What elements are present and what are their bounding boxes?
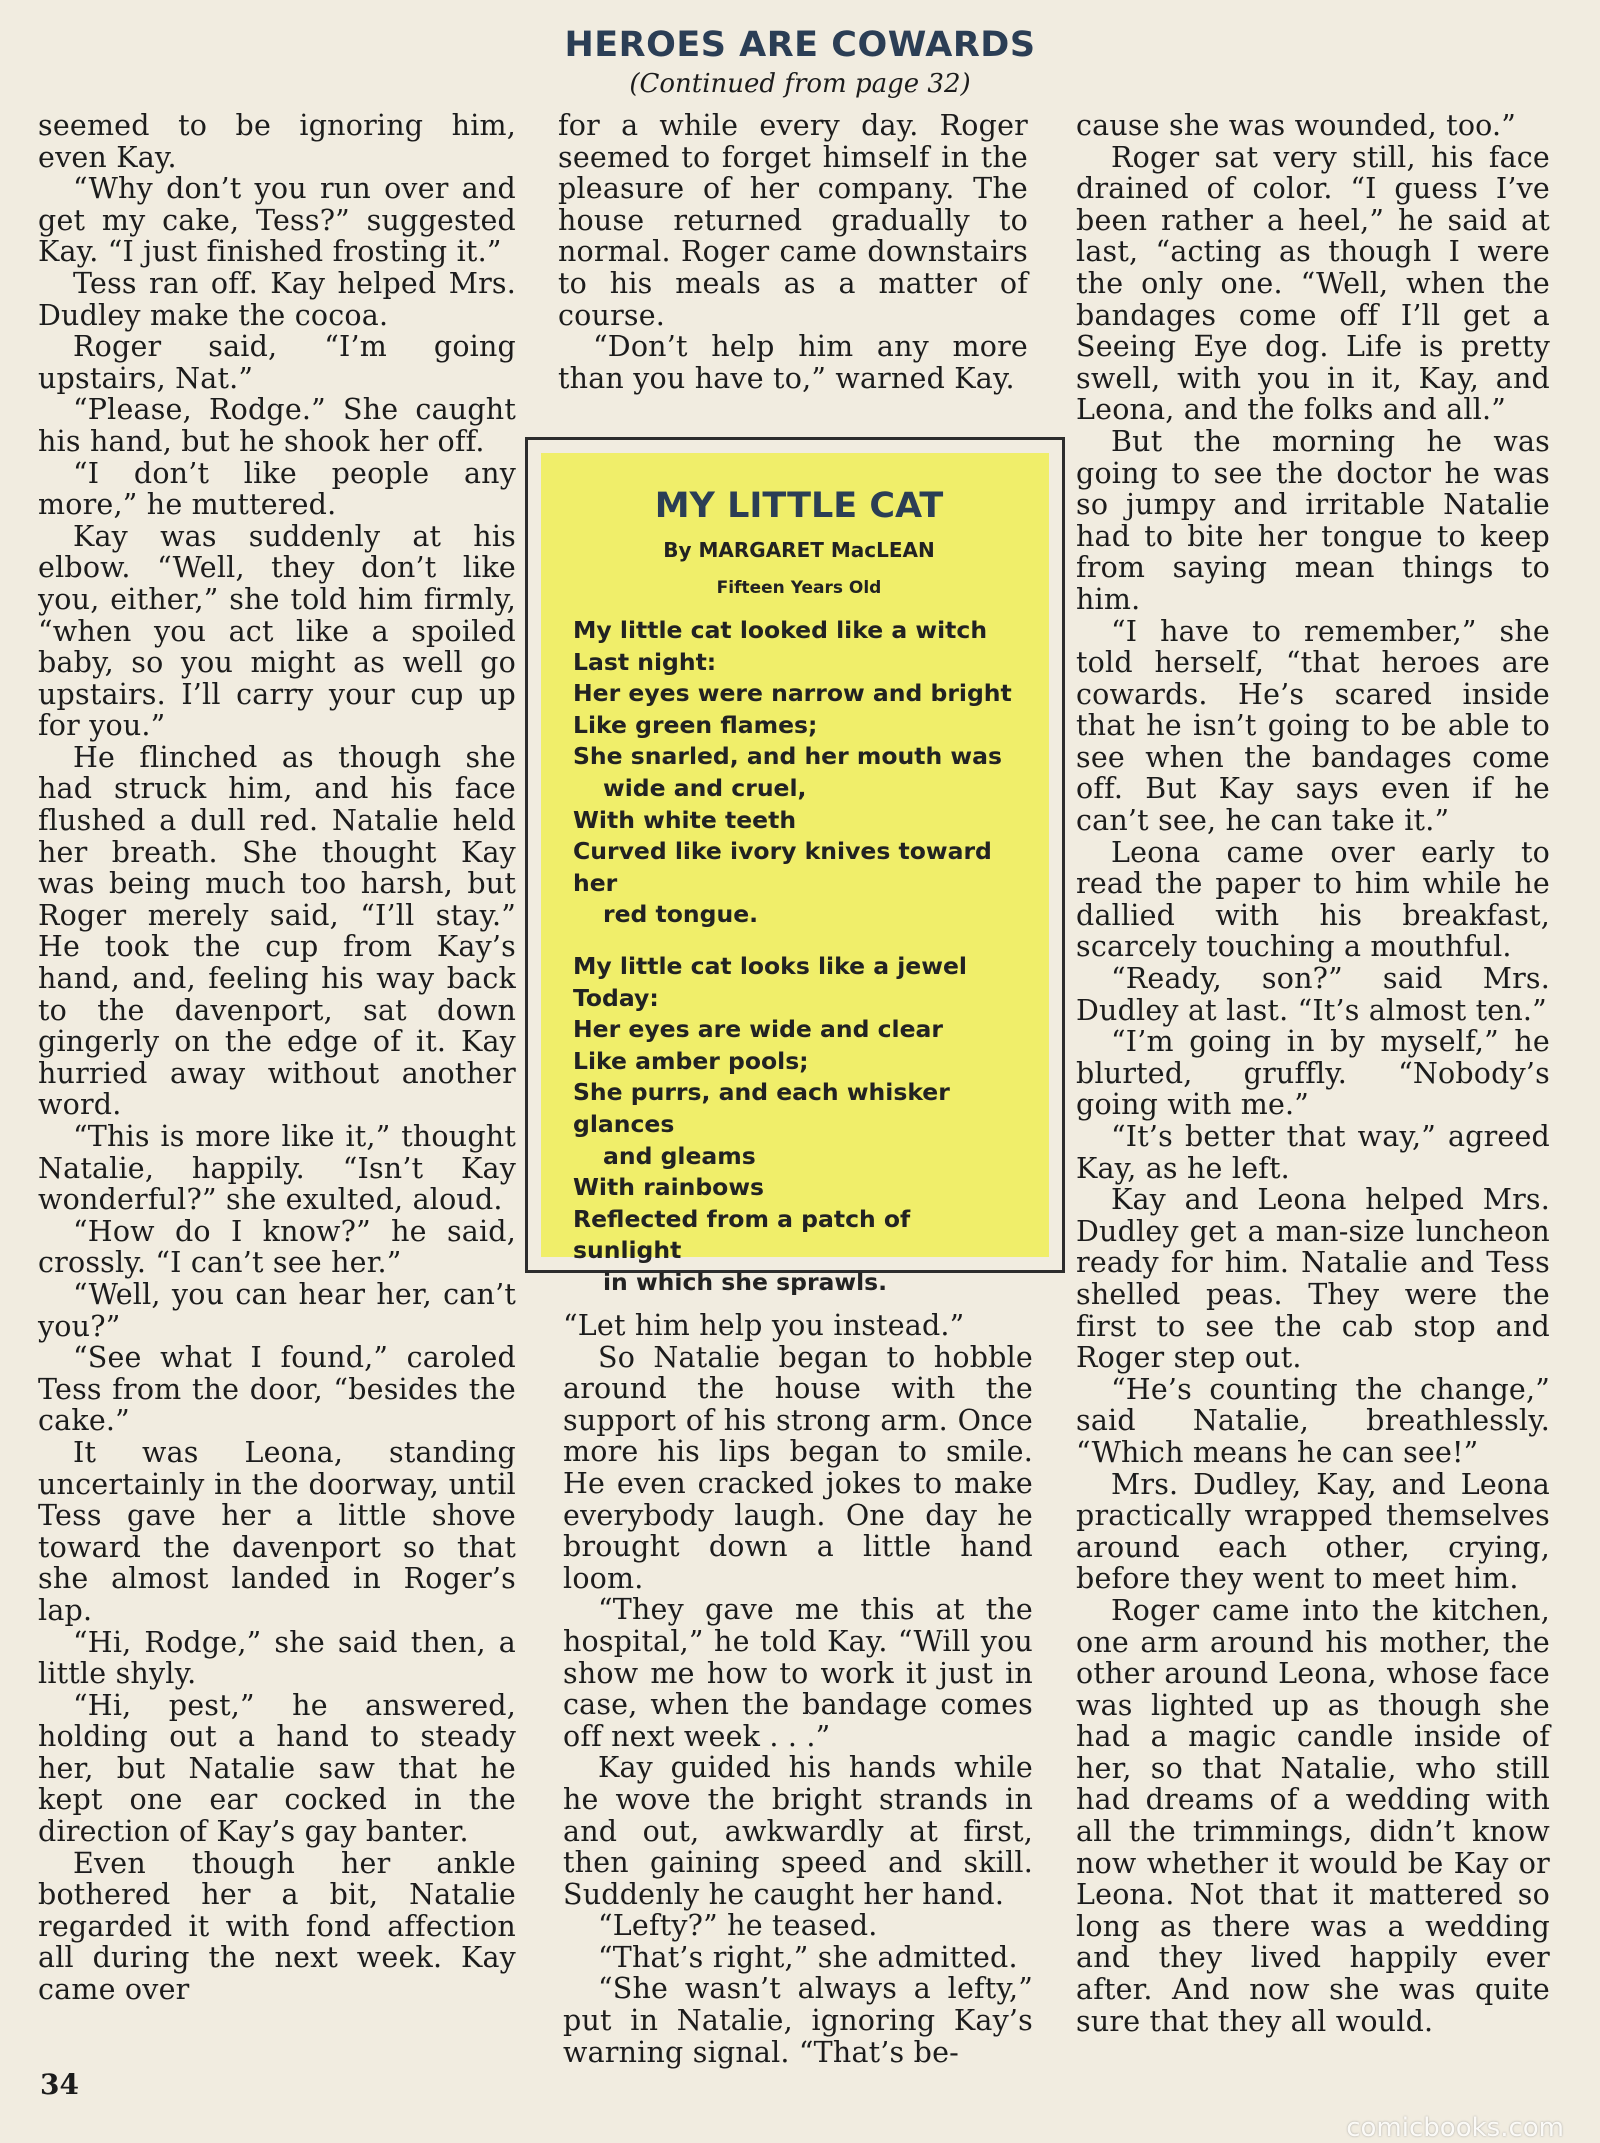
poem-line: With rainbows [573, 1173, 765, 1202]
poem-box [525, 437, 1065, 1296]
poem-line: Her eyes are wide and clear [573, 1015, 943, 1044]
paragraph: Leona came over early to read the paper to him while he dallied with his breakfast, scarcely touching a mouthful. [1076, 835, 1550, 964]
paragraph: Mrs. Dudley, Kay, and Leona practically wrapped themselves around each other, crying, before they went to meet him. [1076, 1467, 1550, 1596]
paragraph: It was Leona, standing uncertainly in the doorway, until Tess gave her a little shove toward the davenport so that she almost landed in Roger’s lap. [38, 1435, 516, 1627]
paragraph: cause she was wounded, too.” [1076, 109, 1517, 142]
poem-stanza [573, 951, 1025, 1299]
poem-line: red tongue. [603, 900, 759, 929]
paragraph: Even though her ankle bothered her a bit, Natalie regarded it with fond affection all during the next week. Kay came over [38, 1846, 516, 2007]
poem-author-age: Fifteen Years Old [716, 578, 882, 598]
paragraph: So Natalie began to hobble around the house with the support of his strong arm. Once more his lips began to smile. He even cracked jokes to make everybody laugh. One day he brought down a little hand loom. [563, 1340, 1033, 1595]
continued-note: (Continued from page 32) [629, 69, 971, 99]
poem-panel [541, 453, 1049, 1296]
column-middle-bottom [563, 1310, 1033, 2068]
paragraph: “Hi, Rodge,” she said then, a little shyly. [38, 1625, 516, 1691]
paragraph: “That’s right,” she admitted. [598, 1940, 1018, 1974]
poem-line: Last night: [573, 647, 717, 676]
paragraph: “It’s better that way,” agreed Kay, as he left. [1076, 1120, 1550, 1185]
poem-line: Her eyes were narrow and bright [573, 679, 1012, 708]
paragraph: “Let him help you instead.” [563, 1309, 965, 1342]
paragraph: “How do I know?” he said, crossly. “I can’t see her.” [38, 1214, 516, 1280]
paragraph: “I have to remember,” she told herself, “that heroes are cowards. He’s scared inside that he isn’t going to be able to see when the bandages come off. But Kay says even if he can’t see, he can take it.” [1076, 614, 1550, 838]
poem-line: My little cat looks like a jewel [573, 951, 967, 980]
watermark: comicbooks.com [1346, 2113, 1564, 2143]
poem-line: Reflected from a patch of sunlight [573, 1204, 911, 1265]
poem-title: MY LITTLE CAT [654, 486, 944, 526]
paragraph: “This is more like it,” thought Natalie, happily. “Isn’t Kay wonderful?” she exulted, aloud. [38, 1120, 516, 1217]
paragraph: “I don’t like people any more,” he muttered. [38, 456, 516, 522]
paragraph: “Lefty?” he teased. [598, 1909, 878, 1943]
paragraph: seemed to be ignoring him, even Kay. [38, 109, 516, 174]
poem-line: Like green flames; [573, 710, 818, 739]
page-number: 34 [40, 2068, 79, 2101]
paragraph: “I’m going in by myself,” he blurted, gruffly. “Nobody’s going with me.” [1076, 1025, 1550, 1122]
column-right [1076, 110, 1550, 2037]
paragraph: “Don’t help him any more than you have to,” warned Kay. [558, 330, 1028, 395]
poem-line: She snarled, and her mouth was [573, 742, 1002, 771]
poem-line: With white teeth [573, 805, 797, 834]
column-left [38, 110, 516, 2006]
paragraph: Kay was suddenly at his elbow. “Well, they don’t like you, either,” she told him firmly, “when you act like a spoiled baby, so you might as well go upstairs. I’ll carry your cup up for you.” [38, 519, 516, 743]
paragraph: Kay guided his hands while he wove the bright strands in and out, awkwardly at first, then gaining speed and skill. Suddenly he caught her hand. [563, 1751, 1033, 1911]
paragraph: “Well, you can hear her, can’t you?” [38, 1277, 516, 1343]
paragraph: “Hi, pest,” he answered, holding out a hand to steady her, but Natalie saw that he kept one ear cocked in the direction of Kay’s gay banter. [38, 1688, 516, 1849]
paragraph: Kay and Leona helped Mrs. Dudley get a man-size luncheon ready for him. Natalie and Tess shelled peas. They were the first to see the cab stop and Roger step out. [1076, 1183, 1550, 1375]
poem-line: My little cat looked like a witch [573, 616, 988, 644]
paragraph: He flinched as though she had struck him, and his face flushed a dull red. Natalie held her breath. She thought Kay was being much too harsh, but Roger merely said, “I’ll stay.” He took the cup from Kay’s hand, and, feeling his way back to the davenport, sat down gingerly on the edge of it. Kay hurried away without another word. [38, 740, 516, 1122]
paragraph: Tess ran off. Kay helped Mrs. Dudley make the cocoa. [38, 266, 516, 332]
paragraph: “She wasn’t always a lefty,” put in Natalie, ignoring Kay’s warning signal. “That’s be- [563, 1972, 1033, 2069]
poem-line: Curved like ivory knives toward her [573, 837, 992, 897]
poem-line: wide and cruel, [603, 773, 807, 802]
story-title: HEROES ARE COWARDS [564, 25, 1036, 65]
paragraph: But the morning he was going to see the doctor he was so jumpy and irritable Natalie had to bite her tongue to keep from saying mean things to him. [1076, 424, 1550, 616]
paragraph: Roger came into the kitchen, one arm around his mother, the other around Leona, whose face was lighted up as though she had a magic candle inside of her, so that Natalie, who still had dreams of a wedding with all the trimmings, didn’t know now whether it would be Kay or Leona. Not that it mattered so long as there was a wedding and they lived happily ever after. And now she was quite sure that they all would. [1076, 1593, 1550, 2038]
poem-line: Today: [573, 983, 659, 1012]
paragraph: for a while every day. Roger seemed to forget himself in the pleasure of her company. The house returned gradually to normal. Roger came downstairs to his meals as a matter of course. [558, 109, 1028, 332]
paragraph: “Ready, son?” said Mrs. Dudley at last. “It’s almost ten.” [1076, 962, 1550, 1027]
poem-line: and gleams [603, 1141, 756, 1170]
paragraph: “See what I found,” caroled Tess from the door, “besides the cake.” [38, 1341, 516, 1438]
paragraph: “Please, Rodge.” She caught his hand, but he shook her off. [38, 393, 516, 458]
paragraph: “Why don’t you run over and get my cake, Tess?” suggested Kay. “I just finished frosting it.” [38, 172, 516, 269]
column-middle-top [558, 110, 1028, 394]
story-header [0, 24, 1600, 100]
paragraph: Roger said, “I’m going upstairs, Nat.” [38, 330, 516, 395]
paragraph: “He’s counting the change,” said Natalie, breathlessly. “Which means he can see!” [1076, 1372, 1550, 1469]
poem-stanza [573, 615, 1025, 931]
poem-line: Like amber pools; [573, 1046, 809, 1075]
poem-line: in which she sprawls. [603, 1267, 888, 1296]
paragraph: Roger sat very still, his face drained of color. “I guess I’ve been rather a heel,” he said at last, “acting as though I were the only one. “Well, when the bandages come off I’ll get a Seeing Eye dog. Life is pretty swell, with you in it, Kay, and Leona, and the folks and all.” [1076, 140, 1550, 427]
poem-line: She purrs, and each whisker glances [573, 1078, 950, 1138]
poem-body [573, 615, 1025, 1298]
poem-author: By MARGARET MacLEAN [663, 538, 935, 562]
paragraph: “They gave me this at the hospital,” he told Kay. “Will you show me how to work it just in case, when the bandage comes off next week . . .” [563, 1593, 1033, 1753]
